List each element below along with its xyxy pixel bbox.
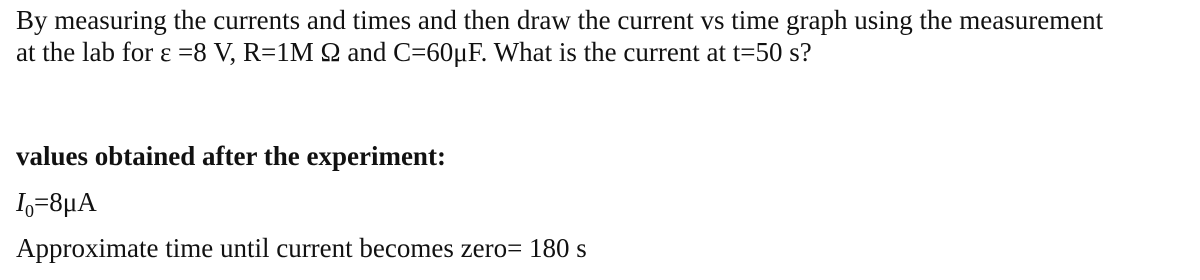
initial-current-value [16, 186, 97, 227]
results-heading: values obtained after the experiment: [16, 141, 446, 171]
question-line-1: By measuring the currents and times and then draw the current vs time graph using the measurement [16, 5, 1104, 35]
approximate-time-text: Approximate time until current becomes zero= 180 s [16, 233, 587, 263]
current-amount: =8μA [34, 187, 97, 217]
current-symbol: I [16, 187, 25, 217]
current-subscript: 0 [25, 201, 34, 221]
question-line-2: at the lab for ε =8 V, R=1M Ω and C=60μF. What is the current at t=50 s? [16, 37, 812, 67]
question-text [16, 4, 1196, 68]
